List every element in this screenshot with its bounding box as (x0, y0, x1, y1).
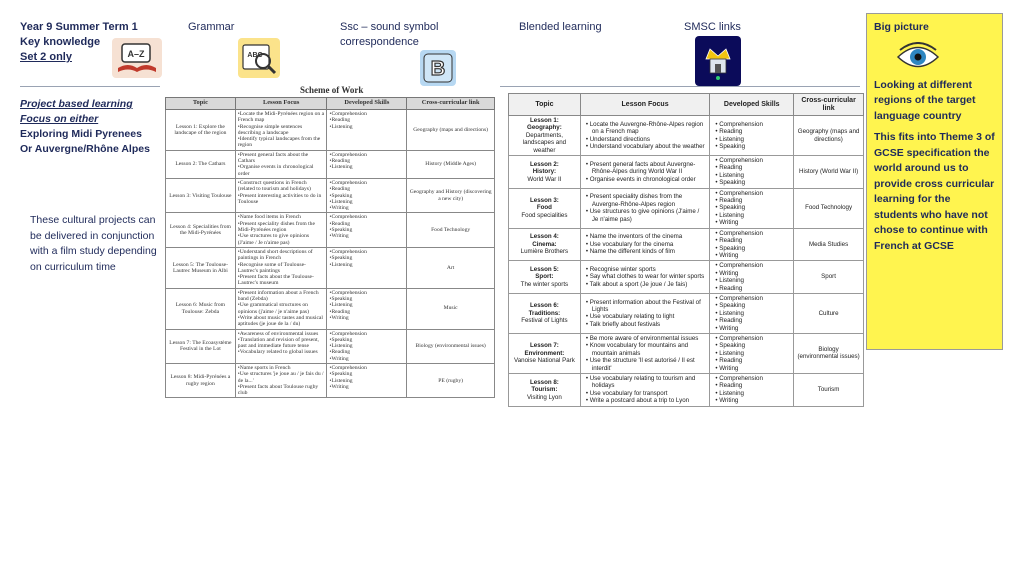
big-picture-title: Big picture (874, 21, 929, 33)
focus-cell (580, 261, 709, 294)
focus-item: • Present general facts about Auvergne-Rhône-Alpes during World War II (584, 161, 706, 176)
focus-item: • Organise events in chronological order (584, 176, 706, 183)
link-cell: Geography (maps and directions) (794, 116, 864, 156)
lesson-title: History: (532, 168, 557, 176)
table-row (166, 363, 495, 397)
skill-item: • Reading (329, 309, 404, 315)
skill-item: • Writing (713, 219, 790, 226)
link-cell: Biology (environmental issues) (794, 333, 864, 373)
skills-cell (327, 288, 407, 329)
skill-item: • Writing (713, 325, 790, 332)
table-row (509, 116, 864, 156)
skills-cell (710, 374, 794, 407)
skill-item: • Writing (713, 252, 790, 259)
focus-item: • Use vocabulary for transport (584, 390, 706, 397)
focus-item: • Name the different kinds of film (584, 248, 706, 255)
skill-item: • Listening (329, 164, 404, 170)
focus-item: • Recognise some of Toulouse-Lautrec's paintings (238, 262, 325, 275)
table-row (166, 150, 495, 178)
lesson-subtitle: Departments, landscapes and weather (522, 131, 567, 154)
col-skills: Developed Skills (710, 94, 794, 116)
skill-item: • Speaking (329, 296, 404, 302)
table-header-row (166, 98, 495, 110)
skill-item: • Listening (329, 343, 404, 349)
skill-item: • Speaking (713, 342, 790, 349)
lesson-title: Tourism: (531, 386, 558, 394)
skill-item: • Comprehension (713, 335, 790, 342)
lesson-number: Lesson 6: (529, 302, 559, 310)
skill-item: • Speaking (329, 227, 404, 233)
skill-item: • Comprehension (329, 152, 404, 158)
focus-cell (235, 178, 327, 212)
table-row (166, 247, 495, 288)
skill-item: • Speaking (713, 143, 790, 150)
skill-item: • Comprehension (713, 121, 790, 128)
link-cell: Food Technology (794, 188, 864, 228)
skill-item: • Comprehension (713, 230, 790, 237)
table-row (509, 228, 864, 261)
focus-item: • Use vocabulary relating to light (584, 313, 706, 320)
lesson-subtitle: Visiting Lyon (527, 393, 562, 401)
link-cell: History (Middle Ages) (407, 150, 495, 178)
skill-item: • Listening (329, 199, 404, 205)
link-cell: PE (rugby) (407, 363, 495, 397)
skill-item: • Comprehension (713, 157, 790, 164)
link-cell: Geography and History (discovering a new city) (407, 178, 495, 212)
skill-item: • Speaking (329, 255, 404, 261)
focus-item: • Present interesting activities to do in Toulouse (238, 193, 325, 206)
topic-cell (509, 116, 581, 156)
big-picture-text-2: This fits into Theme 3 of GCSE specification the world around us to provide cross curricular learning for the students who have not chose to continue with French at GCSE (874, 131, 995, 252)
skill-item: • Reading (713, 197, 790, 204)
skills-cell (710, 116, 794, 156)
skill-item: • Comprehension (713, 375, 790, 382)
focus-item: • Present information about a French band (Zebda) (238, 290, 325, 303)
skill-item: • Reading (713, 382, 790, 389)
topic-cell: Lesson 3: Visiting Toulouse (166, 178, 236, 212)
table-row (509, 293, 864, 333)
lesson-title: Food (536, 204, 552, 212)
key-knowledge-label: Key knowledge (20, 36, 101, 48)
lesson-subtitle: World War II (527, 175, 562, 183)
link-cell: Geography (maps and directions) (407, 110, 495, 151)
focus-cell (235, 150, 327, 178)
focus-item: • Use structures 'je joue au / je fais du / de la...' (238, 371, 325, 384)
link-cell: Food Technology (407, 213, 495, 247)
skill-item: • Listening (713, 350, 790, 357)
skills-cell (327, 329, 407, 363)
lesson-title: Traditions: (528, 309, 561, 317)
project-focus (20, 97, 170, 157)
col-link: Cross-curricular link (407, 98, 495, 110)
lesson-title: Environment: (524, 349, 565, 357)
skill-item: • Reading (329, 221, 404, 227)
col-focus: Lesson Focus (235, 98, 327, 110)
skill-item: • Speaking (713, 204, 790, 211)
col-topic: Topic (166, 98, 236, 110)
link-cell: Art (407, 247, 495, 288)
topic-cell: Lesson 6: Music from Toulouse: Zebda (166, 288, 236, 329)
lesson-number: Lesson 2: (529, 160, 559, 168)
skill-item: • Listening (713, 390, 790, 397)
skill-item: • Comprehension (329, 290, 404, 296)
table-row (509, 374, 864, 407)
midi-pyrenees-table (165, 97, 495, 398)
skill-item: • Listening (329, 124, 404, 130)
focus-item: • Be more aware of environmental issues (584, 335, 706, 342)
skill-item: • Reading (329, 186, 404, 192)
skill-item: • Reading (329, 349, 404, 355)
skills-cell (710, 228, 794, 261)
skills-cell (327, 363, 407, 397)
focus-cell (580, 228, 709, 261)
dictionary-icon (112, 38, 162, 78)
skill-item: • Speaking (329, 193, 404, 199)
focus-item: • Name the inventors of the cinema (584, 233, 706, 240)
skill-item: • Comprehension (329, 331, 404, 337)
focus-cell (235, 288, 327, 329)
focus-item: • Present facts about Toulouse rugby club (238, 384, 325, 397)
focus-item: • Recognise simple sentences describing a landscape (238, 124, 325, 137)
focus-item: • Use vocabulary for the cinema (584, 241, 706, 248)
focus-cell (580, 293, 709, 333)
focus-item: • Use structures to give opinions (J'aime / Je n'aime pas) (238, 233, 325, 246)
cultural-projects-note: These cultural projects can be delivered in conjunction with a film study depending on curriculum time (30, 214, 157, 273)
focus-cell (580, 333, 709, 373)
focus-cell (580, 116, 709, 156)
focus-item: • Use vocabulary relating to tourism and holidays (584, 375, 706, 390)
skill-item: • Speaking (713, 302, 790, 309)
skill-item: • Reading (713, 164, 790, 171)
table-row (166, 110, 495, 151)
focus-item: • Identify typical landscapes from the region (238, 136, 325, 149)
topic-cell: Lesson 1: Explore the landscape of the region (166, 110, 236, 151)
link-cell: Sport (794, 261, 864, 294)
divider (20, 86, 160, 87)
az-text: A–Z (127, 49, 145, 59)
topic-cell (509, 293, 581, 333)
abc-text: ABC (247, 52, 263, 59)
lesson-number: Lesson 7: (529, 342, 559, 350)
lesson-subtitle: Food specialities (521, 211, 568, 219)
skill-item: • Writing (329, 233, 404, 239)
skill-item: • Reading (713, 285, 790, 292)
skill-item: • Comprehension (329, 214, 404, 220)
focus-item: • Know vocabulary for mountains and mountain animals (584, 342, 706, 357)
lesson-number: Lesson 5: (529, 266, 559, 274)
skill-item: • Listening (713, 172, 790, 179)
skill-item: • Reading (329, 117, 404, 123)
focus-item: • Talk about a sport (Je joue / Je fais) (584, 281, 706, 288)
focus-item: • Present general facts about the Cathars (238, 152, 325, 165)
skill-item: • Listening (713, 277, 790, 284)
focus-item: • Say what clothes to wear for winter sports (584, 273, 706, 280)
focus-cell (235, 329, 327, 363)
skill-item: • Comprehension (329, 180, 404, 186)
skill-item: • Writing (329, 315, 404, 321)
skill-item: • Listening (329, 302, 404, 308)
skill-item: • Reading (329, 158, 404, 164)
focus-item: • Locate the Auvergne-Rhône-Alpes region on a French map (584, 121, 706, 136)
skill-item: • Writing (329, 205, 404, 211)
link-cell: Biology (environmental issues) (407, 329, 495, 363)
link-cell: Culture (794, 293, 864, 333)
focus-item: • Locate the Midi-Pyrénées region on a French map (238, 111, 325, 124)
lesson-subtitle: Festival of Lights (521, 317, 568, 325)
focus-on-either-heading: Focus on either (20, 113, 99, 125)
project-based-heading: Project based learning (20, 98, 133, 110)
lesson-subtitle: Vanoise National Park (514, 357, 575, 365)
focus-cell (235, 213, 327, 247)
focus-item: • Present speciality dishes from the Midi-Pyrénées region (238, 221, 325, 234)
skill-item: • Listening (713, 212, 790, 219)
focus-item: • Use grammatical structures on opinions (j'aime / je n'aime pas) (238, 302, 325, 315)
skill-item: • Writing (329, 384, 404, 390)
topic-cell: Lesson 4: Specialities from the Midi-Pyrénées (166, 213, 236, 247)
skill-item: • Comprehension (329, 249, 404, 255)
focus-cell (235, 363, 327, 397)
table-row (509, 156, 864, 189)
lesson-subtitle: The winter sports (520, 280, 569, 288)
term-label: Year 9 Summer Term 1 (20, 21, 138, 33)
topic-cell: Lesson 8: Midi-Pyrénées a rugby region (166, 363, 236, 397)
col-skills: Developed Skills (327, 98, 407, 110)
focus-cell (580, 156, 709, 189)
topic-cell (509, 261, 581, 294)
skill-item: • Listening (329, 262, 404, 268)
lesson-subtitle: Lumière Brothers (520, 248, 569, 256)
topic-cell (509, 374, 581, 407)
grammar-magnifier-icon (238, 38, 280, 78)
focus-item: • Present information about the Festival of Lights (584, 299, 706, 314)
focus-item: • Understand vocabulary about the weather (584, 143, 706, 150)
skills-cell (710, 333, 794, 373)
eye-icon (896, 42, 940, 72)
table-row (166, 329, 495, 363)
divider (500, 86, 860, 87)
table-row (509, 188, 864, 228)
lesson-title: Geography: (527, 124, 562, 132)
skill-item: • Speaking (713, 179, 790, 186)
focus-item: • Translation and revision of present, past and immediate future tense (238, 337, 325, 350)
topic-cell (509, 228, 581, 261)
skill-item: • Writing (713, 397, 790, 404)
option-midi-pyrenees: Exploring Midi Pyrenees (20, 128, 142, 140)
focus-item: • Recognise winter sports (584, 266, 706, 273)
focus-item: • Write about music tastes and musical aptitudes (je joue de la / du) (238, 315, 325, 328)
skill-item: • Comprehension (329, 111, 404, 117)
set-label: Set 2 only (20, 51, 72, 63)
skills-cell (710, 261, 794, 294)
focus-item: • Use structures to give opinions (J'aime / Je n'aime pas) (584, 208, 706, 223)
skill-item: • Comprehension (713, 262, 790, 269)
skill-item: • Comprehension (713, 295, 790, 302)
focus-cell (580, 188, 709, 228)
lesson-title: Sport: (535, 273, 554, 281)
table-row (166, 213, 495, 247)
col-topic: Topic (509, 94, 581, 116)
focus-cell (235, 110, 327, 151)
skills-cell (327, 110, 407, 151)
focus-item: • Name sports in French (238, 365, 325, 371)
skill-item: • Speaking (329, 337, 404, 343)
link-cell: Tourism (794, 374, 864, 407)
focus-cell (580, 374, 709, 407)
col-focus: Lesson Focus (580, 94, 709, 116)
table-row (509, 261, 864, 294)
lesson-number: Lesson 3: (529, 197, 559, 205)
skill-item: • Comprehension (329, 365, 404, 371)
focus-item: • Present facts about the Toulouse-Lautrec's museum (238, 274, 325, 287)
lesson-number: Lesson 1: (529, 117, 559, 124)
table-row (166, 178, 495, 212)
lesson-number: Lesson 4: (529, 233, 559, 241)
scheme-of-work-title: Scheme of Work (300, 85, 364, 95)
focus-item: • Understand short descriptions of paintings in French (238, 249, 325, 262)
lesson-title: Cinema: (532, 240, 557, 248)
topic-cell: Lesson 7: The Ecoasystème Festival in the Lot (166, 329, 236, 363)
topic-cell: Lesson 2: The Cathars (166, 150, 236, 178)
focus-item: • Construct questions in French (related to tourism and holidays) (238, 180, 325, 193)
focus-item: • Use the structure 'Il est autorisé / Il est interdit' (584, 357, 706, 372)
lesson-number: Lesson 8: (529, 378, 559, 386)
skill-item: • Reading (713, 317, 790, 324)
skill-item: • Speaking (329, 371, 404, 377)
table-row (509, 333, 864, 373)
focus-item: • Vocabulary related to global issues (238, 349, 325, 355)
link-cell: History (World War II) (794, 156, 864, 189)
skill-item: • Listening (713, 310, 790, 317)
focus-item: • Awareness of environmental issues (238, 331, 325, 337)
topic-cell (509, 188, 581, 228)
focus-item: • Write a postcard about a trip to Lyon (584, 397, 706, 404)
skill-item: • Reading (713, 357, 790, 364)
topic-cell (509, 333, 581, 373)
big-picture-panel (866, 13, 1003, 350)
skill-item: • Listening (713, 136, 790, 143)
skills-cell (327, 150, 407, 178)
skills-cell (327, 247, 407, 288)
skills-cell (327, 178, 407, 212)
ssc-label: Ssc – sound symbol correspondence (340, 21, 439, 48)
smsc-label: SMSC links (684, 21, 741, 33)
grammar-label: Grammar (188, 21, 235, 33)
big-picture-text-1: Looking at different regions of the target language country (874, 78, 976, 122)
skill-item: • Listening (329, 378, 404, 384)
phonics-b-icon (420, 50, 456, 86)
skills-cell (710, 156, 794, 189)
option-auvergne: Or Auvergne/Rhône Alpes (20, 143, 150, 155)
topic-cell (509, 156, 581, 189)
focus-item: • Understand directions (584, 136, 706, 143)
auvergne-table (508, 93, 864, 407)
skill-item: • Reading (713, 128, 790, 135)
skills-cell (710, 293, 794, 333)
table-row (166, 288, 495, 329)
topic-cell: Lesson 5: The Toulouse-Lautrec Museum in Albi (166, 247, 236, 288)
focus-cell (235, 247, 327, 288)
smsc-crown-icon (695, 36, 741, 86)
skill-item: • Reading (713, 237, 790, 244)
skill-item: • Writing (329, 356, 404, 362)
skill-item: • Speaking (713, 245, 790, 252)
blended-learning-label: Blended learning (519, 21, 602, 33)
link-cell: Music (407, 288, 495, 329)
link-cell: Media Studies (794, 228, 864, 261)
skills-cell (710, 188, 794, 228)
skill-item: • Writing (713, 365, 790, 372)
focus-item: • Name food items in French (238, 214, 325, 220)
focus-item: • Organise events in chronological order (238, 164, 325, 177)
table-header-row (509, 94, 864, 116)
col-link: Cross-curricular link (794, 94, 864, 116)
skill-item: • Writing (713, 270, 790, 277)
b-letter: B (430, 58, 446, 80)
focus-item: • Present speciality dishes from the Auvergne-Rhône-Alpes region (584, 193, 706, 208)
focus-item: • Talk briefly about festivals (584, 321, 706, 328)
skill-item: • Comprehension (713, 190, 790, 197)
skills-cell (327, 213, 407, 247)
